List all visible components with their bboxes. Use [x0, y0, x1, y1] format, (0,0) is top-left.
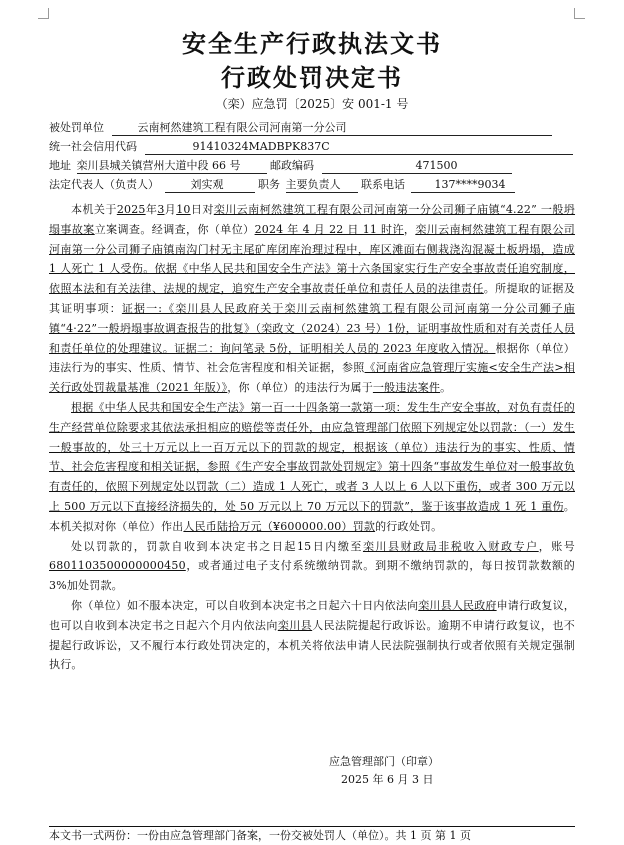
postcode-value: 471500 [322, 159, 512, 174]
case-name: 栾川云南柯然建筑工程有限公司河南第一分公司狮子庙镇“4.22” 一般坍塌事故案 [49, 203, 576, 236]
address-row [49, 158, 575, 174]
representative-label: 法定代表人（负责人） [49, 178, 159, 191]
address-value: 栾川县城关镇营州大道中段 66 号 [77, 159, 267, 174]
document-subtitle: 行政处罚决定书 [221, 63, 403, 92]
paragraph-legal-basis: 根据《中华人民共和国安全生产法》第一百一十四条第一款第一项：发生生产安全事故，对负有责任的生产经营单位除要求其依法承担相应的赔偿等责任外，由应急管理部门依照下列规定处以罚款：（一）发生一般事故的，处三十万元以上一百万元以下的罚款的规定，根据该（单位）违法行为的事实、性质、情节、社会危害程度和相关证据，参照《生产安全事故罚款处罚规定》第十四条“事故发生单位对一般事故负有责任的，依照下列规定处以罚款（二）造成 1 人死亡，或者 3 人以上 6 人以下重伤，或者 300 万元以上 500 万元以下直接经济损失的，处 50 万元以上 70 万元以下的罚款”，鉴于该事故造成 1 死 1 重伤。本机关拟对你（单位）作出人民币陆拾万元（¥600000.00）罚款的行政处罚。 [49, 400, 575, 533]
decision-body [49, 200, 575, 675]
footer-note: 本文书一式两份：一份由应急管理部门备案，一份交被处罚人（单位）。共 1 页 第 1 页 [49, 829, 471, 842]
representative-name: 刘实观 [165, 178, 255, 193]
document-page [49, 0, 575, 845]
issuing-department: 应急管理部门（印章） [329, 755, 439, 768]
phone-value: 137****9034 [411, 178, 515, 193]
crop-mark-top-left [38, 8, 49, 19]
penalty-amount: 人民币陆拾万元（¥600000.00）罚款 [183, 519, 376, 533]
credit-code-value: 91410324MADBPK837C [145, 140, 573, 155]
phone-label: 联系电话 [361, 178, 405, 191]
party-unit-value: 云南柯然建筑工程有限公司河南第一分公司 [112, 121, 552, 136]
address-label: 地址 [49, 159, 71, 172]
incident-facts: 栾川云南柯然建筑工程有限公司河南第一分公司狮子庙镇南沟门村无主尾矿库闭库治理过程中，库区滩面右侧栽浇沟混凝土板坍塌，造成 1 人死亡 1 人受伤。依据《中华人民共和国安全生产法》第十六条国家实行生产安全事故责任追究制度，依照本法和有关法律、法规的规定，追究生产安全事故责任单位和责任人员的法律责任 [49, 222, 575, 296]
credit-code-row [49, 139, 575, 155]
position-label: 职务 [258, 178, 280, 191]
legal-basis: 根据《中华人民共和国安全生产法》第一百一十四条第一款第一项：发生生产安全事故，对负有责任的生产经营单位除要求其依法承担相应的赔偿等责任外，由应急管理部门依照下列规定处以罚款：（一）发生一般事故的，处三十万元以上一百万元以下的罚款的规定，根据该（单位）违法行为的事实、性质、情节、社会危害程度和相关证据，参照《生产安全事故罚款处罚规定》第十四条“事故发生单位对一般事故负有责任的，依照下列规定处以罚款（二）造成 1 人死亡，或者 3 人以上 6 人以下重伤，或者 300 万元以上 500 万元以下直接经济损失的，处 50 万元以上 70 万元以下的罚款”，鉴于该事故造成 1 死 1 重伤 [49, 400, 575, 513]
document-title: 安全生产行政执法文书 [182, 29, 442, 58]
paragraph-appeal: 你（单位）如不服本决定，可以自收到本决定书之日起六十日内依法向栾川县人民政府申请行政复议，也可以自收到本决定书之日起六个月内依法向栾川县人民法院提起行政诉讼。逾期不申请行政复议，也不提起行政诉讼，又不履行本行政处罚决定的，本机关将依法申请人民法院强制执行或者依照有关规定强制执行。 [49, 598, 576, 672]
issue-date: 2025 年 6 月 3 日 [341, 773, 434, 786]
review-authority: 栾川县人民政府 [418, 598, 497, 612]
evidence-list: 证据一:《栾川县人民政府关于栾川云南柯然建筑工程有限公司河南第一分公司狮子庙镇“4·22”一般坍塌事故调查报告的批复》（栾政文（2024）23 号）1份，证明事故性质和对有关责任人员和责任单位的处理建议。证据二：询问笔录 5份，证明相关人员的 2023 年度收入情况。 [49, 301, 575, 355]
incident-date: 2024 年 4 月 22 日 11 时许 [254, 222, 404, 236]
document-number: （栾）应急罚〔2025〕安 001-1 号 [215, 97, 409, 111]
postcode-label: 邮政编码 [270, 159, 314, 172]
paragraph-payment: 处以罚款的，罚款自收到本决定书之日起15日内缴至栾川县财政局非税收入财政专户，账号6801103500000000450，或者通过电子支付系统缴纳罚款。到期不缴纳罚款的，每日按罚款数额的 3%加处罚款。 [49, 539, 575, 593]
representative-row [49, 177, 575, 193]
footer-divider [49, 826, 575, 827]
payment-destination: 栾川县财政局非税收入财政专户 [362, 539, 539, 553]
party-unit-row [49, 120, 575, 136]
violation-category: 一般违法案件 [372, 381, 441, 395]
position-value: 主要负责人 [286, 178, 358, 193]
account-number: 6801103500000000450 [49, 559, 186, 573]
court-name: 栾川县 [277, 618, 313, 632]
discretion-standard: 《河南省应急管理厅实施<安全生产法>相关行政处罚裁量基准（2021 年版）》 [49, 361, 575, 395]
party-unit-label: 被处罚单位 [49, 121, 104, 134]
paragraph-facts: 本机关于2025年3月10日对栾川云南柯然建筑工程有限公司河南第一分公司狮子庙镇“4.22” 一般坍塌事故案立案调查。经调查，你（单位）2024 年 4 月 22 日 11 时许，栾川云南柯然建筑工程有限公司河南第一分公司狮子庙镇南沟门村无主尾矿库闭库治理过程中，库区滩面右侧栽浇沟混凝土板坍塌，造成 1 人死亡 1 人受伤。依据《中华人民共和国安全生产法》第十六条国家实行生产安全事故责任追究制度，依照本法和有关法律、法规的规定，追究生产安全事故责任单位和责任人员的法律责任。所提取的证据及其证明事项：证据一:《栾川县人民政府关于栾川云南柯然建筑工程有限公司河南第一分公司狮子庙镇“4·22”一般坍塌事故调查报告的批复》（栾政文（2024）23 号）1份，证明事故性质和对有关责任人员和责任单位的处理建议。证据二：询问笔录 5份，证明相关人员的 2023 年度收入情况。根据你（单位）违法行为的事实、性质、情节、社会危害程度和相关证据，参照《河南省应急管理厅实施<安全生产法>相关行政处罚裁量基准（2021 年版）》，你（单位）的违法行为属于一般违法案件。 [49, 203, 576, 395]
crop-mark-top-right [574, 8, 585, 19]
credit-code-label: 统一社会信用代码 [49, 140, 137, 153]
